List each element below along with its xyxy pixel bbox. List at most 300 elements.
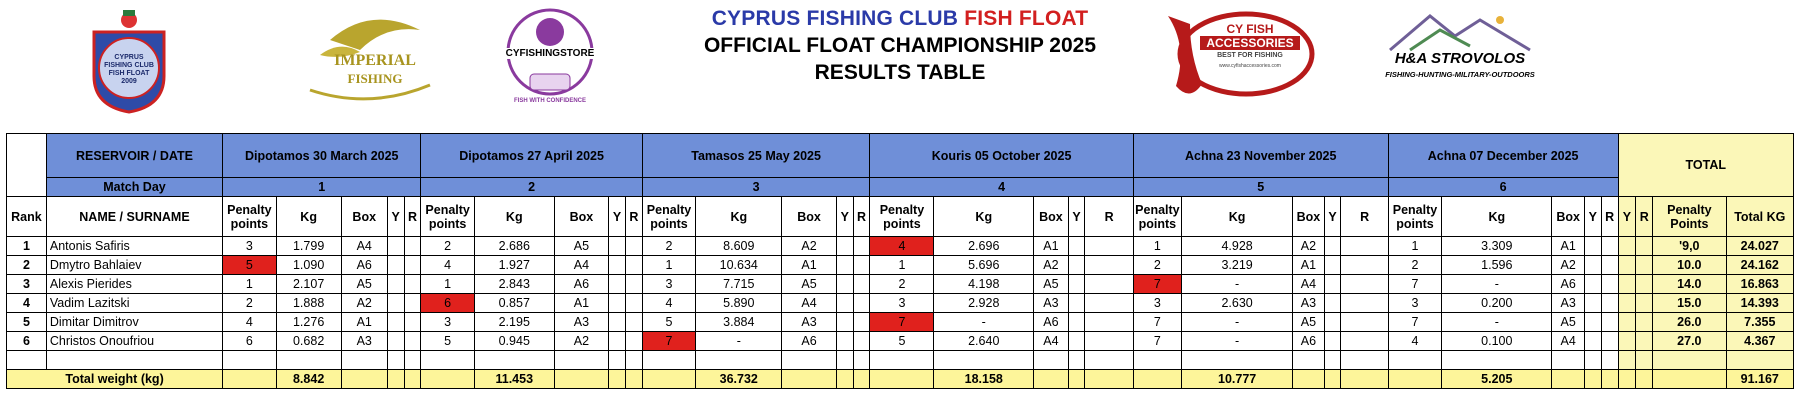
match-total-spacer <box>782 370 837 389</box>
club-logo-text-1: CYPRUS <box>114 54 144 61</box>
match-day-4: 4 <box>870 178 1133 197</box>
kg-cell: 2.843 <box>474 275 554 294</box>
cyfishingstore-name: CYFISHINGSTORE <box>490 48 610 59</box>
box-cell: A1 <box>554 294 609 313</box>
title-results: RESULTS TABLE <box>814 61 986 84</box>
y-cell <box>1584 313 1601 332</box>
match-venue-2: Dipotamos 27 April 2025 <box>421 134 642 178</box>
penalty-total: 14.0 <box>1653 275 1726 294</box>
cyfish-logo-text-2: ACCESSORIES <box>1200 36 1300 50</box>
penalty-cell: 7 <box>1133 313 1181 332</box>
match-total-spacer <box>1085 370 1133 389</box>
r-cell <box>625 313 642 332</box>
penalty-total: 15.0 <box>1653 294 1726 313</box>
r-cell <box>1341 294 1388 313</box>
penalty-cell: 2 <box>421 237 475 256</box>
y-cell <box>1584 256 1601 275</box>
results-table <box>6 133 1794 389</box>
y-cell <box>1068 294 1085 313</box>
box-cell: A3 <box>341 332 387 351</box>
kg-cell: 5.696 <box>934 256 1034 275</box>
r-cell <box>404 237 421 256</box>
empty-cell <box>782 351 837 370</box>
y-header: Y <box>1584 197 1601 237</box>
grand-total-spacer <box>1636 370 1653 389</box>
box-cell: A5 <box>554 237 609 256</box>
match-total-spacer <box>387 370 404 389</box>
match-day-2: 2 <box>421 178 642 197</box>
match-total-spacer <box>1324 370 1341 389</box>
result-row <box>7 237 1794 256</box>
y-cell <box>609 332 626 351</box>
match-total-spacer <box>1341 370 1388 389</box>
match-venue-1: Dipotamos 30 March 2025 <box>223 134 421 178</box>
r-cell <box>404 294 421 313</box>
box-cell: A2 <box>1034 256 1069 275</box>
kg-total: 16.863 <box>1726 275 1793 294</box>
r-cell <box>1341 256 1388 275</box>
box-header: Box <box>1034 197 1069 237</box>
y-header: Y <box>836 197 853 237</box>
kg-header: Kg <box>1442 197 1552 237</box>
rank-cell: 6 <box>7 332 47 351</box>
empty-cell <box>1618 351 1636 370</box>
y-cell <box>1324 237 1341 256</box>
y-cell <box>609 294 626 313</box>
total-weight-label: Total weight (kg) <box>7 370 223 389</box>
strovolos-name: H&A STROVOLOS <box>1394 50 1526 67</box>
total-y-header: Y <box>1618 197 1636 237</box>
empty-cell <box>1324 351 1341 370</box>
box-cell: A5 <box>1293 313 1324 332</box>
y-cell <box>1324 275 1341 294</box>
box-header: Box <box>554 197 609 237</box>
empty-cell <box>696 351 782 370</box>
club-logo-text-2: FISHING CLUB <box>104 62 154 69</box>
r-header: R <box>404 197 421 237</box>
box-cell: A4 <box>554 256 609 275</box>
total-r-cell <box>1636 294 1653 313</box>
result-row <box>7 332 1794 351</box>
box-cell: A3 <box>782 313 837 332</box>
empty-cell <box>404 351 421 370</box>
y-cell <box>609 237 626 256</box>
penalty-total: 27.0 <box>1653 332 1726 351</box>
empty-cell <box>609 351 626 370</box>
y-cell <box>387 275 404 294</box>
match-day-3: 3 <box>642 178 870 197</box>
kg-cell: 7.715 <box>696 275 782 294</box>
y-cell <box>1324 294 1341 313</box>
venue-header-row <box>7 134 1794 178</box>
match-total-spacer <box>1388 370 1442 389</box>
empty-cell <box>1726 351 1793 370</box>
penalty-header: Penalty points <box>223 197 277 237</box>
total-y-cell <box>1618 256 1636 275</box>
penalty-cell: 4 <box>223 313 277 332</box>
y-cell <box>1584 332 1601 351</box>
match-total-spacer <box>404 370 421 389</box>
r-header: R <box>1601 197 1618 237</box>
y-cell <box>387 256 404 275</box>
empty-cell <box>1182 351 1293 370</box>
kg-cell: - <box>1442 313 1552 332</box>
empty-cell <box>46 351 222 370</box>
total-r-cell <box>1636 332 1653 351</box>
rank-cell: 2 <box>7 256 47 275</box>
imperial-logo-text-1: IMPERIAL <box>334 52 416 69</box>
club-logo-text-3: FISH FLOAT <box>108 70 150 77</box>
total-r-cell <box>1636 237 1653 256</box>
r-cell <box>1601 313 1618 332</box>
match-total-spacer <box>1133 370 1181 389</box>
y-cell <box>1068 237 1085 256</box>
penalty-cell: 5 <box>870 332 934 351</box>
grand-total-spacer <box>1653 370 1726 389</box>
rank-header-spacer <box>7 134 47 197</box>
y-cell <box>1068 275 1085 294</box>
angler-name: Vadim Lazitski <box>46 294 222 313</box>
y-cell <box>1324 313 1341 332</box>
match-day-5: 5 <box>1133 178 1388 197</box>
rank-header: Rank <box>7 197 47 237</box>
y-header: Y <box>1068 197 1085 237</box>
match-total-spacer <box>870 370 934 389</box>
y-cell <box>387 332 404 351</box>
total-r-cell <box>1636 256 1653 275</box>
empty-cell <box>1388 351 1442 370</box>
kg-cell: - <box>1182 332 1293 351</box>
empty-cell <box>387 351 404 370</box>
penalty-header: Penalty points <box>870 197 934 237</box>
empty-cell <box>1034 351 1069 370</box>
total-penalty-header: Penalty Points <box>1653 197 1726 237</box>
box-cell: A6 <box>554 275 609 294</box>
match-total-kg: 11.453 <box>474 370 554 389</box>
y-cell <box>1324 332 1341 351</box>
match-venue-3: Tamasos 25 May 2025 <box>642 134 870 178</box>
angler-name: Dmytro Bahlaiev <box>46 256 222 275</box>
empty-cell <box>1636 351 1653 370</box>
match-total-kg: 10.777 <box>1182 370 1293 389</box>
kg-cell: 0.200 <box>1442 294 1552 313</box>
kg-cell: 2.686 <box>474 237 554 256</box>
empty-cell <box>1293 351 1324 370</box>
rank-cell: 4 <box>7 294 47 313</box>
angler-name: Christos Onoufriou <box>46 332 222 351</box>
total-weight-row <box>7 370 1794 389</box>
page-title <box>640 6 1160 86</box>
box-cell: A4 <box>1034 332 1069 351</box>
total-r-header: R <box>1636 197 1653 237</box>
kg-cell: 0.945 <box>474 332 554 351</box>
kg-total: 14.393 <box>1726 294 1793 313</box>
match-total-spacer <box>625 370 642 389</box>
r-header: R <box>853 197 870 237</box>
empty-cell <box>1601 351 1618 370</box>
empty-cell <box>554 351 609 370</box>
box-cell: A5 <box>1034 275 1069 294</box>
box-cell: A6 <box>1034 313 1069 332</box>
angler-name: Dimitar Dimitrov <box>46 313 222 332</box>
y-cell <box>1584 275 1601 294</box>
box-cell: A6 <box>782 332 837 351</box>
penalty-cell: 6 <box>223 332 277 351</box>
match-day-1: 1 <box>223 178 421 197</box>
name-header: NAME / SURNAME <box>46 197 222 237</box>
y-header: Y <box>1324 197 1341 237</box>
title-championship: OFFICIAL FLOAT CHAMPIONSHIP 2025 <box>703 34 1097 57</box>
box-header: Box <box>782 197 837 237</box>
r-cell <box>1085 294 1133 313</box>
empty-cell <box>1068 351 1085 370</box>
cyfish-logo-text-1: CY FISH <box>1226 22 1274 36</box>
page-header <box>0 0 1800 118</box>
r-cell <box>625 294 642 313</box>
r-cell <box>853 294 870 313</box>
y-cell <box>836 294 853 313</box>
match-total-spacer <box>421 370 475 389</box>
y-cell <box>609 256 626 275</box>
kg-cell: 2.630 <box>1182 294 1293 313</box>
kg-cell: - <box>696 332 782 351</box>
title-float: FISH FLOAT <box>964 7 1089 30</box>
empty-cell <box>7 351 47 370</box>
penalty-cell: 7 <box>1133 275 1181 294</box>
kg-cell: 0.682 <box>276 332 341 351</box>
y-cell <box>609 275 626 294</box>
result-row <box>7 275 1794 294</box>
penalty-cell: 1 <box>223 275 277 294</box>
penalty-total: 10.0 <box>1653 256 1726 275</box>
penalty-cell: 3 <box>1133 294 1181 313</box>
penalty-cell: 7 <box>1388 313 1442 332</box>
match-total-kg: 8.842 <box>276 370 341 389</box>
y-cell <box>1324 256 1341 275</box>
title-club: CYPRUS FISHING CLUB <box>711 7 959 30</box>
grand-total-kg: 91.167 <box>1726 370 1793 389</box>
r-cell <box>1085 256 1133 275</box>
match-total-spacer <box>223 370 277 389</box>
empty-cell <box>223 351 277 370</box>
y-header: Y <box>387 197 404 237</box>
empty-cell <box>341 351 387 370</box>
match-total-kg: 36.732 <box>696 370 782 389</box>
match-total-spacer <box>1552 370 1585 389</box>
penalty-cell: 2 <box>1133 256 1181 275</box>
match-total-spacer <box>1293 370 1324 389</box>
kg-cell: 1.927 <box>474 256 554 275</box>
y-cell <box>836 313 853 332</box>
box-cell: A3 <box>1034 294 1069 313</box>
kg-cell: 10.634 <box>696 256 782 275</box>
total-kg-header: Total KG <box>1726 197 1793 237</box>
penalty-cell: 1 <box>870 256 934 275</box>
match-total-kg: 5.205 <box>1442 370 1552 389</box>
r-header: R <box>1341 197 1388 237</box>
r-cell <box>1085 237 1133 256</box>
grand-total-spacer <box>1618 370 1636 389</box>
kg-cell: 3.884 <box>696 313 782 332</box>
r-cell <box>1601 332 1618 351</box>
box-cell: A2 <box>1552 256 1585 275</box>
y-cell <box>836 275 853 294</box>
box-cell: A2 <box>782 237 837 256</box>
empty-cell <box>642 351 696 370</box>
r-header: R <box>625 197 642 237</box>
y-cell <box>609 313 626 332</box>
kg-cell: 1.799 <box>276 237 341 256</box>
cyfish-logo-tagline: BEST FOR FISHING <box>1217 52 1283 59</box>
y-cell <box>836 256 853 275</box>
angler-name: Antonis Safiris <box>46 237 222 256</box>
box-cell: A2 <box>1293 237 1324 256</box>
r-cell <box>1341 313 1388 332</box>
box-cell: A6 <box>1293 332 1324 351</box>
box-cell: A4 <box>1293 275 1324 294</box>
r-cell <box>404 313 421 332</box>
penalty-cell: 7 <box>1133 332 1181 351</box>
kg-header: Kg <box>696 197 782 237</box>
penalty-cell: 1 <box>1133 237 1181 256</box>
box-cell: A6 <box>1552 275 1585 294</box>
empty-cell <box>1085 351 1133 370</box>
penalty-header: Penalty points <box>1133 197 1181 237</box>
y-cell <box>1068 313 1085 332</box>
match-venue-4: Kouris 05 October 2025 <box>870 134 1133 178</box>
strovolos-logo <box>1360 6 1560 86</box>
box-cell: A1 <box>1034 237 1069 256</box>
penalty-cell: 7 <box>870 313 934 332</box>
imperial-fishing-logo <box>300 10 440 110</box>
total-r-cell <box>1636 275 1653 294</box>
penalty-cell: 2 <box>870 275 934 294</box>
cyfish-logo-url: www.cyfishaccessories.com <box>1219 63 1281 69</box>
r-cell <box>853 313 870 332</box>
box-cell: A2 <box>554 332 609 351</box>
kg-cell: 2.696 <box>934 237 1034 256</box>
reservoir-date-label: RESERVOIR / DATE <box>46 134 222 178</box>
empty-cell <box>1442 351 1552 370</box>
kg-cell: 1.276 <box>276 313 341 332</box>
box-cell: A3 <box>1293 294 1324 313</box>
total-y-cell <box>1618 332 1636 351</box>
kg-cell: 2.640 <box>934 332 1034 351</box>
penalty-cell: 4 <box>870 237 934 256</box>
match-total-spacer <box>1034 370 1069 389</box>
empty-cell <box>1341 351 1388 370</box>
match-total-kg: 18.158 <box>934 370 1034 389</box>
r-cell <box>1341 237 1388 256</box>
rank-cell: 1 <box>7 237 47 256</box>
r-cell <box>1085 332 1133 351</box>
r-cell <box>625 332 642 351</box>
kg-header: Kg <box>934 197 1034 237</box>
box-cell: A4 <box>341 237 387 256</box>
r-cell <box>1601 237 1618 256</box>
match-venue-5: Achna 23 November 2025 <box>1133 134 1388 178</box>
kg-cell: 0.857 <box>474 294 554 313</box>
kg-cell: - <box>934 313 1034 332</box>
penalty-cell: 3 <box>223 237 277 256</box>
box-cell: A5 <box>341 275 387 294</box>
match-day-row <box>7 178 1794 197</box>
empty-cell <box>474 351 554 370</box>
r-cell <box>404 332 421 351</box>
box-cell: A6 <box>341 256 387 275</box>
r-cell <box>1085 313 1133 332</box>
empty-cell <box>1552 351 1585 370</box>
match-total-spacer <box>609 370 626 389</box>
penalty-cell: 5 <box>642 313 696 332</box>
result-row <box>7 294 1794 313</box>
match-total-spacer <box>642 370 696 389</box>
y-cell <box>1068 332 1085 351</box>
match-total-spacer <box>1584 370 1601 389</box>
total-header: TOTAL <box>1618 134 1793 197</box>
r-cell <box>625 237 642 256</box>
club-logo-text-4: 2009 <box>121 78 137 85</box>
penalty-total: 26.0 <box>1653 313 1726 332</box>
kg-total: 24.027 <box>1726 237 1793 256</box>
penalty-cell: 4 <box>642 294 696 313</box>
penalty-header: Penalty points <box>1388 197 1442 237</box>
kg-cell: - <box>1182 313 1293 332</box>
kg-cell: 2.107 <box>276 275 341 294</box>
kg-cell: - <box>1182 275 1293 294</box>
match-total-spacer <box>341 370 387 389</box>
result-row <box>7 256 1794 275</box>
penalty-cell: 7 <box>642 332 696 351</box>
penalty-cell: 3 <box>642 275 696 294</box>
penalty-total: '9,0 <box>1653 237 1726 256</box>
kg-cell: 3.309 <box>1442 237 1552 256</box>
kg-header: Kg <box>1182 197 1293 237</box>
penalty-header: Penalty points <box>642 197 696 237</box>
kg-cell: 1.090 <box>276 256 341 275</box>
empty-cell <box>836 351 853 370</box>
rank-cell: 5 <box>7 313 47 332</box>
box-cell: A1 <box>1293 256 1324 275</box>
y-cell <box>836 332 853 351</box>
total-y-cell <box>1618 275 1636 294</box>
empty-cell <box>870 351 934 370</box>
match-venue-6: Achna 07 December 2025 <box>1388 134 1618 178</box>
result-row <box>7 313 1794 332</box>
total-y-cell <box>1618 313 1636 332</box>
r-cell <box>853 275 870 294</box>
kg-cell: 2.195 <box>474 313 554 332</box>
box-cell: A3 <box>1552 294 1585 313</box>
box-cell: A4 <box>782 294 837 313</box>
kg-total: 24.162 <box>1726 256 1793 275</box>
kg-total: 4.367 <box>1726 332 1793 351</box>
total-r-cell <box>1636 313 1653 332</box>
column-header-row <box>7 197 1794 237</box>
penalty-cell: 5 <box>421 332 475 351</box>
y-cell <box>836 237 853 256</box>
kg-header: Kg <box>276 197 341 237</box>
match-total-spacer <box>1068 370 1085 389</box>
match-day-label: Match Day <box>46 178 222 197</box>
match-total-spacer <box>853 370 870 389</box>
kg-cell: 2.928 <box>934 294 1034 313</box>
y-cell <box>1584 237 1601 256</box>
total-y-cell <box>1618 237 1636 256</box>
penalty-cell: 4 <box>1388 332 1442 351</box>
penalty-cell: 1 <box>642 256 696 275</box>
empty-cell <box>625 351 642 370</box>
